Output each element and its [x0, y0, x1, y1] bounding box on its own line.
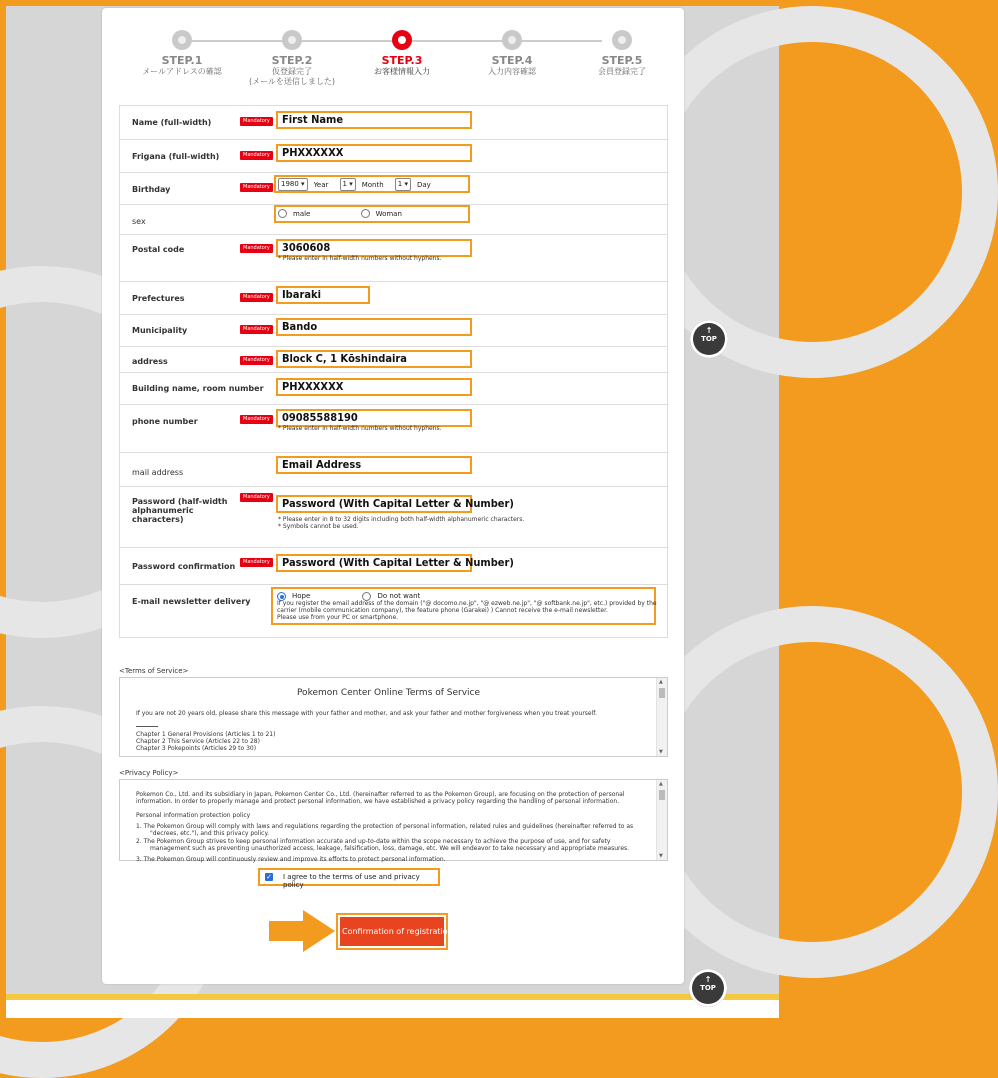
back-to-top-button-bottom[interactable]: ↑ TOP	[689, 969, 727, 1007]
row-address: address Mandatory Block C, 1 Kōshindaira	[120, 346, 667, 372]
mandatory-badge: Mandatory	[240, 558, 273, 567]
terms-scrollbar[interactable]: ▲ ▼	[656, 678, 667, 756]
address-input[interactable]: Block C, 1 Kōshindaira	[276, 350, 472, 368]
row-password-confirm: Password confirmation Mandatory Password (With Capital Letter & Number)	[120, 547, 667, 584]
agree-label: I agree to the terms of use and privacy policy	[283, 873, 420, 889]
mandatory-badge: Mandatory	[240, 493, 273, 502]
name-input[interactable]: First Name	[276, 111, 472, 129]
step-dot-icon	[502, 30, 522, 50]
step-1: STEP.1 メールアドレスの確認	[127, 30, 237, 77]
step-dot-icon	[282, 30, 302, 50]
row-newsletter: E-mail newsletter delivery Hope Do not want If you register the email address of the domain ("@ docomo.ne.jp", "@ ezweb.ne.jp", "@ softbank.ne.jp", etc.) provided by the carrier (mobile communication company), the feature phone (Garakei) ) Cannot receive the e-mail newsletter. Please use from your PC or smartphone.	[120, 584, 667, 638]
back-to-top-button[interactable]: ↑ TOP	[690, 320, 728, 358]
terms-label: <Terms of Service>	[119, 667, 189, 675]
row-name: Name (full-width) Mandatory First Name	[120, 106, 667, 139]
arrow-up-icon: ↑	[705, 326, 713, 335]
postal-input[interactable]: 3060608	[276, 239, 472, 257]
municipality-input[interactable]: Bando	[276, 318, 472, 336]
row-phone: phone number Mandatory 09085588190 * Please enter in half-width numbers without hyphens.	[120, 404, 667, 452]
arrow-up-icon: ↑	[704, 975, 712, 984]
terms-box[interactable]: Pokemon Center Online Terms of Service If you are not 20 years old, please share this message with your father and mother, and ask your father and mother forgiveness when you treat yourself. Chapter 1 General Provisions (Articles 1 to 21) Chapter 2 This Service (Articles 22 to 28) Chapter 3 Pokepoints (Articles 29 to 30) ▲ ▼	[119, 677, 668, 757]
row-birthday: Birthday Mandatory 1980 ▾ Year 1 ▾ Month 1 ▾ Day	[120, 172, 667, 204]
step-2: STEP.2 仮登録完了 (メールを送信しました)	[237, 30, 347, 87]
furigana-input[interactable]: PHXXXXXX	[276, 144, 472, 162]
step-5: STEP.5 会員登録完了	[567, 30, 677, 77]
mandatory-badge: Mandatory	[240, 356, 273, 365]
row-building: Building name, room number PHXXXXXX	[120, 372, 667, 404]
privacy-box[interactable]: Pokemon Co., Ltd. and its subsidiary in Japan, Pokemon Center Co., Ltd. (hereinafter referred to as the Pokemon Group), are focusing on the protection of personal information. In order to properly manage and protect personal information, we have established a privacy policy regarding the handling of personal information. Personal information protection policy 1. The Pokemon Group will comply with laws and regulations regarding the protection of personal information, related rules and guidelines (hereinafter referred to as "decrees, etc."), and this privacy policy. 2. The Pokemon Group strives to keep personal information accurate and up-to-date within the scope necessary to achieve the purpose of use, and for safety management such as preventing unauthorized access, leakage, falsification, loss, damage, etc. We will endeavor to take necessary and appropriate measures. 3. The Pokemon Group will continuously review and improve its efforts to protect personal information. ▲ ▼	[119, 779, 668, 861]
checkmark-icon[interactable]: ✓	[266, 873, 272, 881]
phone-input[interactable]: 09085588190	[276, 409, 472, 427]
sex-group: male Woman	[274, 205, 470, 223]
privacy-scrollbar[interactable]: ▲ ▼	[656, 780, 667, 860]
password-input[interactable]: Password (With Capital Letter & Number)	[276, 495, 472, 513]
birthday-day-select[interactable]: 1 ▾	[395, 178, 411, 191]
registration-form	[119, 105, 668, 638]
row-postal: Postal code Mandatory 3060608 * Please enter in half-width numbers without hyphens.	[120, 234, 667, 281]
bottom-bar	[6, 994, 779, 1018]
birthday-year-select[interactable]: 1980 ▾	[278, 178, 308, 191]
newsletter-group: Hope Do not want If you register the email address of the domain ("@ docomo.ne.jp", "@ ezweb.ne.jp", "@ softbank.ne.jp", etc.) provided by the carrier (mobile communication company), the feature phone (Garakei) ) Cannot receive the e-mail newsletter. Please use from your PC or smartphone.	[271, 587, 656, 625]
mandatory-badge: Mandatory	[240, 415, 273, 424]
mandatory-badge: Mandatory	[240, 151, 273, 160]
male-radio[interactable]	[278, 209, 287, 218]
terms-title: Pokemon Center Online Terms of Service	[296, 688, 481, 698]
prefecture-select[interactable]: Ibaraki	[276, 286, 370, 304]
row-municipality: Municipality Mandatory Bando	[120, 314, 667, 346]
row-password: Password (half-width alphanumeric characters) Mandatory Password (With Capital Letter & Number) * Please enter in 8 to 32 digits including both half-width alphanumeric characters. * Symbols cannot be used.	[120, 486, 667, 547]
privacy-label: <Privacy Policy>	[119, 769, 179, 777]
step-4: STEP.4 入力内容確認	[457, 30, 567, 77]
row-mail: mail address Email Address	[120, 452, 667, 486]
step-dot-icon	[612, 30, 632, 50]
step-dot-icon	[172, 30, 192, 50]
agree-checkbox-row[interactable]	[258, 868, 440, 889]
mandatory-badge: Mandatory	[240, 293, 273, 302]
row-furigana: Frigana (full-width) Mandatory PHXXXXXX	[120, 139, 667, 172]
confirm-registration-button[interactable]: Confirmation of registration	[336, 913, 448, 950]
step-dot-icon	[392, 30, 412, 50]
arrow-right-icon	[269, 910, 335, 952]
row-sex: sex male Woman	[120, 204, 667, 234]
mail-input[interactable]: Email Address	[276, 456, 472, 474]
password-confirm-input[interactable]: Password (With Capital Letter & Number)	[276, 554, 472, 572]
birthday-group: 1980 ▾ Year 1 ▾ Month 1 ▾ Day	[274, 175, 470, 193]
step-progress	[122, 30, 662, 90]
mandatory-badge: Mandatory	[240, 183, 273, 192]
woman-radio[interactable]	[361, 209, 370, 218]
mandatory-badge: Mandatory	[240, 325, 273, 334]
mandatory-badge: Mandatory	[240, 244, 273, 253]
row-prefecture: Prefectures Mandatory Ibaraki	[120, 281, 667, 314]
step-3: STEP.3 お客様情報入力	[347, 30, 457, 77]
birthday-month-select[interactable]: 1 ▾	[340, 178, 356, 191]
mandatory-badge: Mandatory	[240, 117, 273, 126]
building-input[interactable]: PHXXXXXX	[276, 378, 472, 396]
